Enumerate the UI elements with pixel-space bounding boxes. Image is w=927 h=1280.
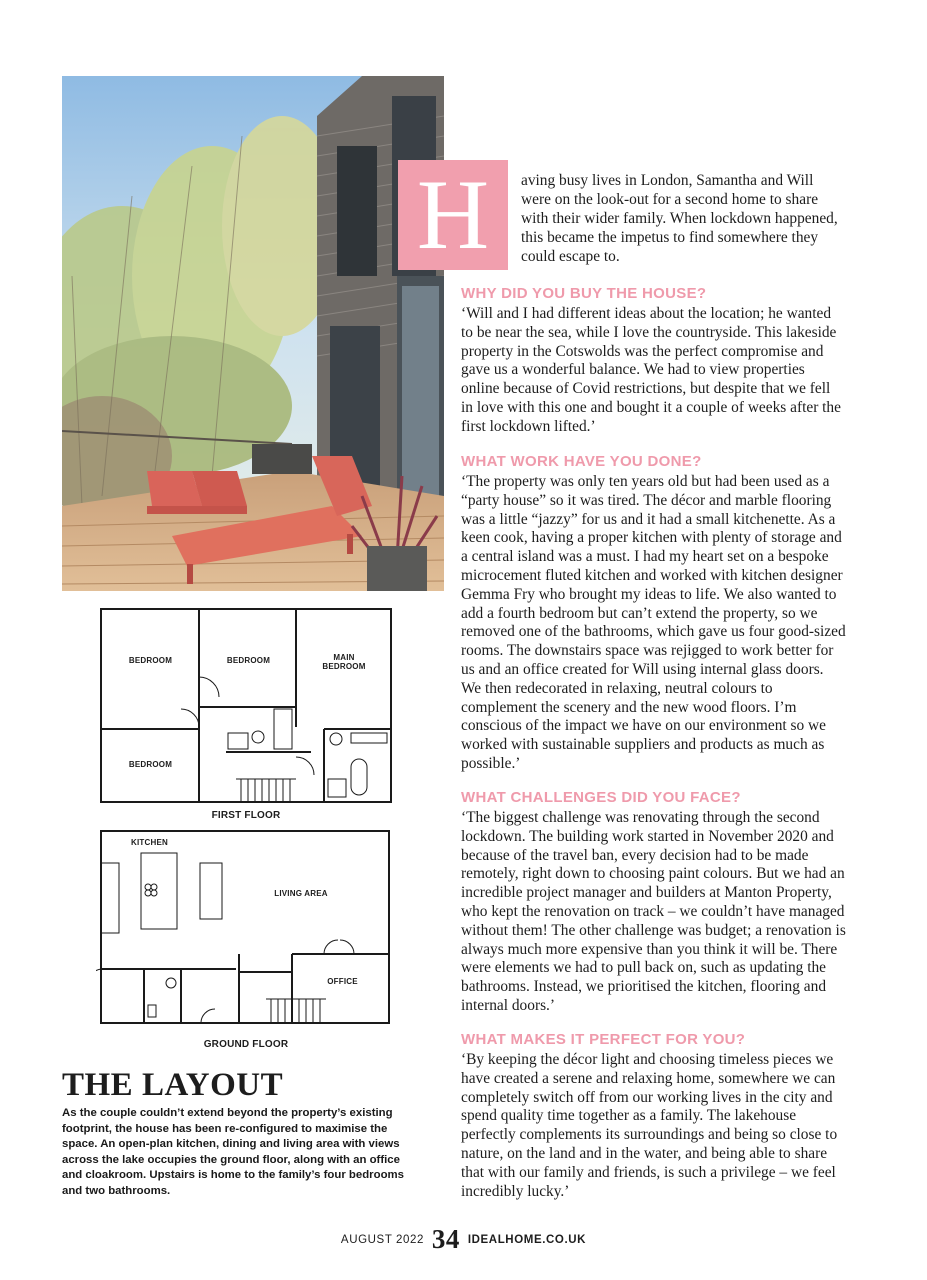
page-number: 34 <box>431 1224 461 1254</box>
qa-answer: ‘Will and I had different ideas about the location; he wanted to be near the sea, while I love the countryside. This lakeside property in the Cotswolds was the perfect compromise and gave us a wonderful balance. We had to view properties online because of Covid restrictions, but despite that we fell in love with this one and bought it a couple of weeks after the first lockdown lifted.’ <box>461 305 841 435</box>
room-label-main-bedroom <box>298 653 390 671</box>
qa-answer: ‘The property was only ten years old but had been used as a “party house” so it was tired. The décor and marble flooring was a little “jazzy” for us and it had a small kitchenette. As a keen cook, having a proper kitchen with plenty of storage and a central island was a must. I had my heart set on a bespoke microcement fluted kitchen and worked with kitchen designer Gemma Fry who brought my ideas to life. We also wanted to add a fourth bedroom but can’t extend the property, so we removed one of the bathrooms, which gave us four good-sized rooms. The downstairs space was rejigged to work better for us and an office created for Will using internal glass doors. We then redecorated in relaxing, neutral colours to complement the scenery and the new wood floors. I’m conscious of the impact we have on our environment so we worked with sustainable suppliers and products as much as possible.’ <box>461 473 846 772</box>
room-label: MAIN <box>333 653 355 662</box>
footer-site: IDEALHOME.CO.UK <box>467 1234 587 1246</box>
layout-body: As the couple couldn’t extend beyond the property’s existing footprint, the house has been re-configured to maximise the space. An open-plan kitchen, dining and living area with views across the lake occupies the ground floor, along with an office and cloakroom. Upstairs is home to the family’s four bedrooms and two bathrooms. <box>62 1107 404 1197</box>
terrace-illustration <box>62 76 444 591</box>
qa-heading: WHAT CHALLENGES DID YOU FACE? <box>461 789 741 806</box>
qa-section-buy <box>461 285 846 437</box>
qa-section-perfect <box>461 1031 846 1201</box>
room-label: BEDROOM <box>128 656 173 665</box>
room-label: BEDROOM <box>322 662 366 671</box>
room-label: OFFICE <box>327 977 358 986</box>
room-label: BEDROOM <box>226 656 271 665</box>
ground-floor-label: GROUND FLOOR <box>203 1039 289 1050</box>
room-label: KITCHEN <box>131 838 168 847</box>
qa-answer: ‘The biggest challenge was renovating through the second lockdown. The building work started in November 2020 and because of the travel ban, every decision had to be made remotely, right down to choosing paint colours. But we had an incredible project manager and builders at Manton Property, who kept the renovation on track – we couldn’t have managed without them! The other challenge was budget; a renovation is always much more expensive than you think it will be. There were elements we had to pull back on, such as updating the bathrooms. Instead, we prioritised the kitchen, flooring and internal doors.’ <box>461 809 846 1014</box>
layout-title: THE LAYOUT <box>62 1067 284 1103</box>
qa-answer: ‘By keeping the décor light and choosing timeless pieces we have created a serene and relaxing home, somewhere we can completely switch off from our working lives in the city and spend quality time together as a family. The lakehouse perfectly complements its surroundings and being so close to nature, on the land and in the water, and being able to share that with our family and friends, is such a privilege – we feel incredibly lucky.’ <box>461 1051 838 1200</box>
drop-cap: H <box>398 160 508 270</box>
qa-section-challenges <box>461 789 846 1016</box>
intro-paragraph: aving busy lives in London, Samantha and Will were on the look-out for a second home to share with their wider family. When lockdown happened, this became the impetus to find somewhere they could escape to. <box>521 172 838 265</box>
footer-issue: AUGUST 2022 <box>340 1234 425 1246</box>
room-label: LIVING AREA <box>274 889 328 898</box>
first-floor-label: FIRST FLOOR <box>211 810 281 821</box>
first-floor-drawing <box>96 607 396 807</box>
ground-floor-drawing <box>96 829 396 1029</box>
hero-photo-terrace <box>62 76 444 591</box>
ground-floor-plan <box>96 829 396 1050</box>
first-floor-plan <box>96 607 396 821</box>
qa-heading: WHY DID YOU BUY THE HOUSE? <box>461 285 707 302</box>
qa-heading: WHAT WORK HAVE YOU DONE? <box>461 453 702 470</box>
qa-section-work <box>461 453 846 774</box>
room-label: BEDROOM <box>128 760 173 769</box>
qa-heading: WHAT MAKES IT PERFECT FOR YOU? <box>461 1031 746 1048</box>
page-footer <box>0 1224 927 1255</box>
